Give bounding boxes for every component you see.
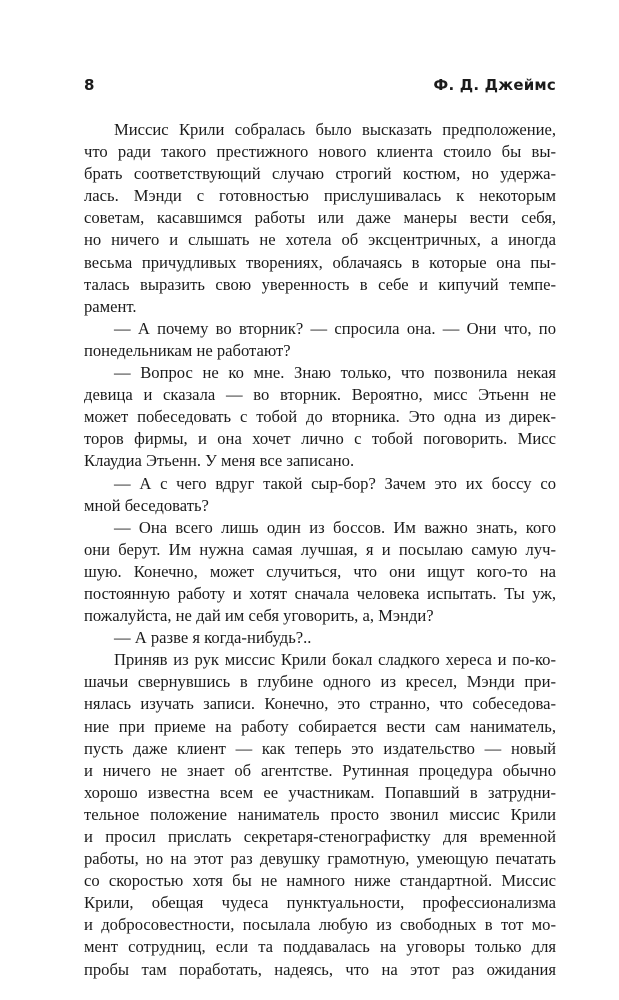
text-line: тельное положение наниматель просто звонил миссис Крили — [84, 804, 556, 824]
text-line: девица и сказала — во вторник. Вероятно, мисс Этьенн не — [84, 385, 556, 405]
text-line: Клаудиа Этьенн. У меня все записано. — [84, 451, 355, 471]
page-header — [84, 76, 556, 98]
text-line: пробы там поработать, надеясь, что на этот раз ожидания — [84, 959, 556, 979]
text-line: может побеседовать с тобой до вторника. Это одна из дирек- — [84, 407, 556, 427]
text-line: и добросовестности, посылала любую из свободных в тот мо- — [84, 915, 556, 935]
text-line: брать соответствующий случаю строгий костюм, но удержа- — [84, 164, 556, 184]
text-line: лась. Мэнди с готовностью прислушивалась к некоторым — [84, 186, 556, 206]
text-line: пожалуйста, не дай им себя уговорить, а, Мэнди? — [84, 606, 434, 626]
text-line: и просил прислать секретаря-стенографистку для временной — [84, 827, 556, 846]
text-line: и ничего не знает об агентстве. Рутинная процедура обычно — [84, 760, 556, 780]
text-line: мент сотрудниц, если та поддавалась на уговоры только для — [84, 937, 556, 957]
text-line: нялась изучать записи. Конечно, это странно, что собеседова- — [84, 694, 556, 714]
page-number: 8 — [84, 76, 95, 94]
text-line: советам, касавшимся работы или даже манеры вести себя, — [84, 208, 556, 228]
text-line: понедельникам не работают? — [84, 340, 291, 360]
text-line: пусть даже клиент — как теперь это издательство — новый — [84, 738, 556, 758]
text-line: работы, но на этот раз девушку грамотную, умеющую печатать — [84, 849, 556, 869]
text-line: мной беседовать? — [84, 495, 209, 515]
running-head-author: Ф. Д. Джеймс — [433, 76, 556, 94]
text-line: хорошо известна всем ее участникам. Попавший в затрудни- — [84, 782, 556, 802]
text-line: Приняв из рук миссис Крили бокал сладкого хереса и по-ко- — [114, 650, 556, 670]
text-line: — А почему во вторник? — спросила она. — Они что, по — [114, 318, 556, 338]
text-line: они берут. Им нужна самая лучшая, я и посылаю самую луч- — [84, 539, 556, 559]
text-line: что ради такого престижного нового клиента стоило бы вы- — [84, 142, 556, 162]
text-line: постоянную работу и хотят сначала человека испытать. Ты уж, — [84, 583, 556, 603]
text-line: со скоростью хотя бы не намного ниже стандартной. Миссис — [84, 871, 556, 891]
body-text — [84, 119, 556, 981]
text-line: но ничего и слышать не хотела об эксцентричных, а иногда — [84, 230, 556, 250]
text-line: весьма причудливых творениях, облачаясь в которые она пы- — [84, 252, 556, 272]
text-line: Крили, обещая чудеса пунктуальности, профессионализма — [84, 893, 556, 913]
text-line: ние при приеме на работу собирается вести сам наниматель, — [84, 716, 556, 736]
text-line: — Вопрос не ко мне. Знаю только, что позвонила некая — [114, 363, 556, 383]
text-line: — А с чего вдруг такой сыр-бор? Зачем это их боссу со — [114, 473, 556, 493]
text-line: Миссис Крили собралась было высказать предположение, — [114, 120, 556, 139]
text-line: шачьи свернувшись в глубине одного из кресел, Мэнди при- — [84, 672, 556, 692]
text-line: — А разве я когда-нибудь?.. — [114, 628, 312, 648]
text-line: рамент. — [84, 296, 137, 316]
text-line: шую. Конечно, может случиться, что они ищут кого-то на — [84, 561, 556, 581]
text-line: талась выразить свою уверенность в себе и кипучий темпе- — [84, 274, 556, 294]
text-line: торов фирмы, и она хочет лично с тобой поговорить. Мисс — [84, 429, 556, 449]
text-line: — Она всего лишь один из боссов. Им важно знать, кого — [114, 517, 556, 537]
